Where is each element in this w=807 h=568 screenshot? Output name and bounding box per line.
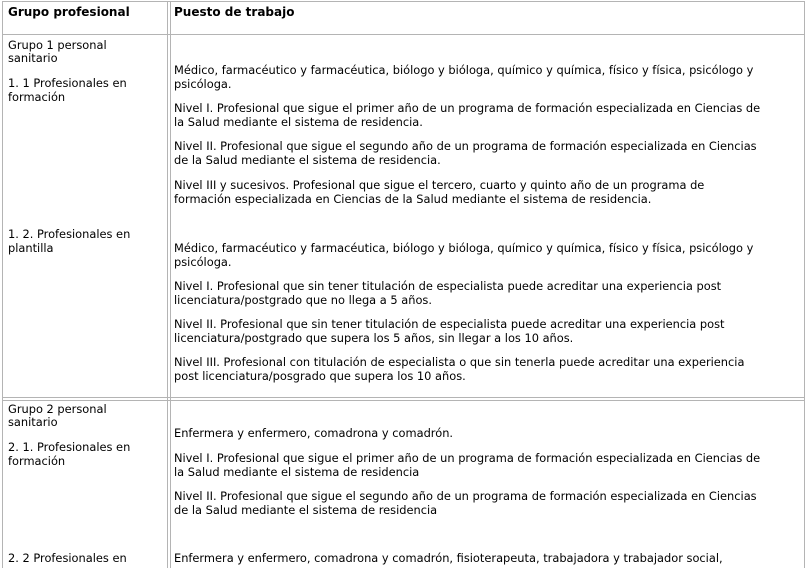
group2-title-line1: Grupo 2 personal bbox=[8, 402, 107, 416]
g1s2-entry1-line2: psicóloga. bbox=[174, 255, 232, 269]
g2s1-entry3-line1: Nivel II. Profesional que sigue el segundo año de un programa de formación especializada en Ciencias bbox=[174, 489, 757, 503]
g1s2-entry1-line1: Médico, farmacéutico y farmacéutica, biólogo y bióloga, químico y química, físico y física, psicólogo y bbox=[174, 241, 754, 255]
group2-sub2-label-line1: 2. 2 Profesionales en bbox=[8, 551, 127, 565]
g2s1-entry1-line1: Enfermera y enfermero, comadrona y comadrón. bbox=[174, 426, 454, 440]
group1-sub2-label-line2: plantilla bbox=[8, 241, 54, 255]
group1-title-line2: sanitario bbox=[8, 51, 58, 65]
g1s1-entry1-line1: Médico, farmacéutico y farmacéutica, biólogo y bióloga, químico y química, físico y física, psicólogo y bbox=[174, 63, 754, 77]
header-divider bbox=[2, 34, 805, 35]
table-border-right bbox=[804, 1, 805, 568]
column-divider-outer bbox=[167, 1, 168, 568]
group2-sub1-label-line1: 2. 1. Profesionales en bbox=[8, 440, 131, 454]
g1s2-entry2-line2: licenciatura/postgrado que no llega a 5 años. bbox=[174, 293, 432, 307]
g1s1-entry2-line2: la Salud mediante el sistema de residencia. bbox=[174, 115, 423, 129]
group-divider-top bbox=[2, 397, 805, 398]
g1s2-entry4-line1: Nivel III. Profesional con titulación de especialista o que sin tenerla puede acreditar una experiencia bbox=[174, 355, 745, 369]
g2s1-entry2-line2: la Salud mediante el sistema de residencia bbox=[174, 465, 420, 479]
g1s1-entry3-line1: Nivel II. Profesional que sigue el segundo año de un programa de formación especializada en Ciencias bbox=[174, 139, 757, 153]
g1s1-entry4-line1: Nivel III y sucesivos. Profesional que sigue el tercero, cuarto y quinto año de un programa de bbox=[174, 178, 705, 192]
g1s2-entry3-line2: licenciatura/postgrado que supera los 5 años, sin llegar a los 10 años. bbox=[174, 331, 574, 345]
group1-sub1-label-line1: 1. 1 Profesionales en bbox=[8, 76, 127, 90]
g1s2-entry4-line2: post licenciatura/posgrado que supera los 10 años. bbox=[174, 369, 466, 383]
group2-sub1-label-line2: formación bbox=[8, 454, 66, 468]
table-border-top bbox=[2, 1, 805, 2]
group1-sub1-label-line2: formación bbox=[8, 90, 66, 104]
g1s1-entry2-line1: Nivel I. Profesional que sigue el primer año de un programa de formación especializada en Ciencias de bbox=[174, 101, 761, 115]
group2-title-line2: sanitario bbox=[8, 415, 58, 429]
table-border-left bbox=[2, 1, 3, 568]
column-divider-inner bbox=[170, 1, 171, 568]
g1s2-entry3-line1: Nivel II. Profesional que sin tener titulación de especialista puede acreditar una experiencia post bbox=[174, 317, 725, 331]
g2s2-entry1-line1: Enfermera y enfermero, comadrona y comadrón, fisioterapeuta, trabajadora y trabajador social, bbox=[174, 551, 723, 565]
g1s2-entry2-line1: Nivel I. Profesional que sin tener titulación de especialista puede acreditar una experiencia post bbox=[174, 279, 722, 293]
header-grupo-profesional: Grupo profesional bbox=[8, 5, 130, 19]
g1s1-entry1-line2: psicóloga. bbox=[174, 77, 232, 91]
g2s1-entry2-line1: Nivel I. Profesional que sigue el primer año de un programa de formación especializada en Ciencias de bbox=[174, 451, 761, 465]
g2s1-entry3-line2: de la Salud mediante el sistema de residencia bbox=[174, 503, 438, 517]
group1-title-line1: Grupo 1 personal bbox=[8, 38, 107, 52]
g1s1-entry3-line2: de la Salud mediante el sistema de residencia. bbox=[174, 153, 441, 167]
header-puesto-de-trabajo: Puesto de trabajo bbox=[174, 5, 295, 19]
group1-sub2-label-line1: 1. 2. Profesionales en bbox=[8, 227, 131, 241]
group-divider-bottom bbox=[2, 400, 805, 401]
g1s1-entry4-line2: formación especializada en Ciencias de la Salud mediante el sistema de residencia. bbox=[174, 192, 652, 206]
